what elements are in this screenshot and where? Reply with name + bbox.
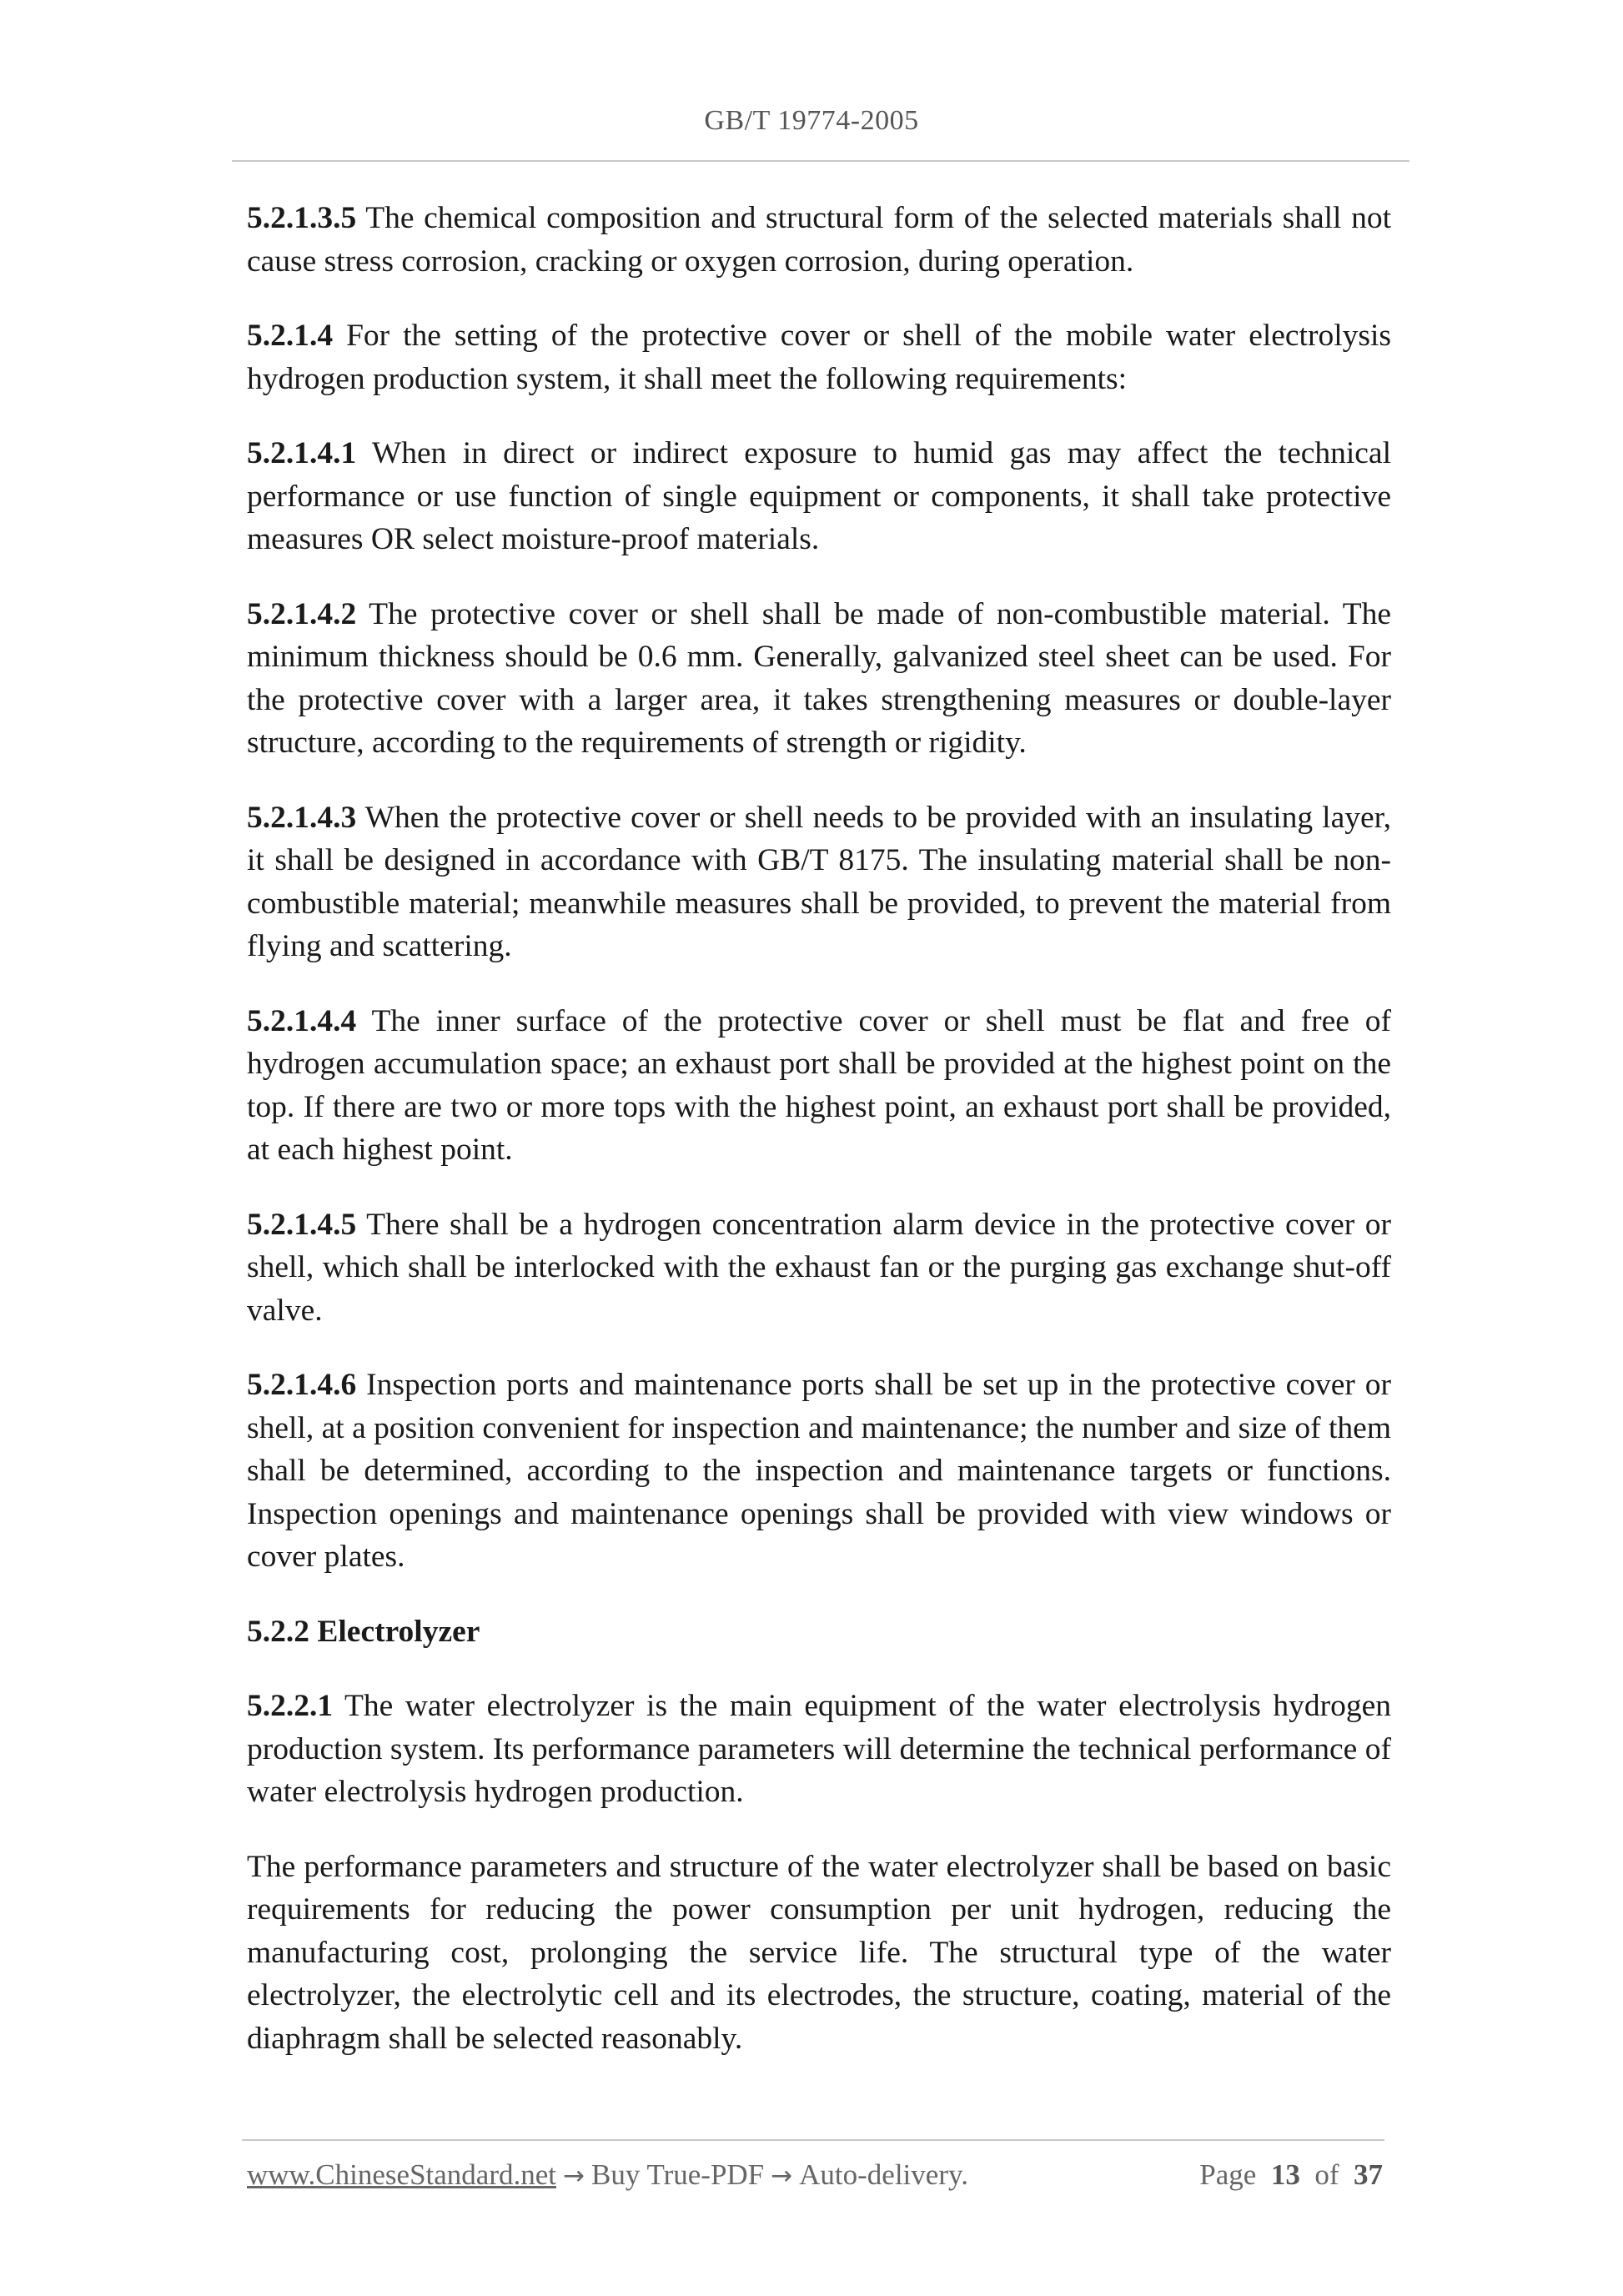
clause-number: 5.2.1.4.5 — [247, 1207, 357, 1242]
clause-text: When the protective cover or shell needs to be provided with an insulating layer, it shall be designed in accordance with GB/T 8175. The insulating material shall be non-combustible material; meanwhile measures shall be provided, to prevent the material from flying and scattering. — [247, 800, 1391, 963]
page-total: 37 — [1354, 2158, 1383, 2191]
clause-5-2-1-3-5 — [247, 197, 1391, 283]
clause-5-2-1-4-2 — [247, 593, 1391, 765]
clause-number: 5.2.1.3.5 — [247, 201, 357, 235]
page-of-label: of — [1314, 2158, 1339, 2191]
clause-text: The performance parameters and structure of the water electrolyzer shall be based on basic requirements for reducing the power consumption per unit hydrogen, reducing the manufacturing cost, prolonging the service life. The structural type of the water electrolyzer, the electrolytic cell and its electrodes, the structure, coating, material of the diaphragm shall be selected reasonably. — [247, 1849, 1391, 2056]
clause-text: The chemical composition and structural form of the selected materials shall not cause stress corrosion, cracking or oxygen corrosion, during operation. — [247, 201, 1391, 279]
clause-number: 5.2.1.4.2 — [247, 596, 357, 631]
page-body — [247, 197, 1391, 2092]
website-link[interactable]: www.ChineseStandard.net — [247, 2158, 556, 2191]
clause-number: 5.2.1.4 — [247, 319, 334, 353]
arrow-right-icon: → — [563, 2161, 585, 2191]
clause-number: 5.2.2.1 — [247, 1689, 334, 1723]
clause-text: For the setting of the protective cover or shell of the mobile water electrolysis hydrogen production system, it shall meet the following requirements: — [247, 319, 1391, 396]
clause-5-2-2-1 — [247, 1685, 1391, 1814]
clause-5-2-1-4-4 — [247, 1000, 1391, 1172]
clause-5-2-1-4-6 — [247, 1364, 1391, 1579]
document-header-title: GB/T 19774-2005 — [704, 105, 919, 136]
footer-divider — [242, 2139, 1384, 2141]
arrow-right-icon: → — [771, 2161, 793, 2191]
clause-number: 5.2.1.4.6 — [247, 1368, 357, 1402]
buy-true-pdf-text: Buy True-PDF — [590, 2158, 765, 2191]
header-divider — [232, 160, 1409, 162]
clause-text: The protective cover or shell shall be made of non-combustible material. The minimum thickness should be 0.6 mm. Generally, galvanized steel sheet can be used. For the protective cover with a larger area, it takes strengthening measures or double-layer structure, according to the requirements of strength or rigidity. — [247, 596, 1391, 760]
page-current: 13 — [1270, 2158, 1300, 2191]
section-heading-electrolyzer: 5.2.2 Electrolyzer — [247, 1614, 480, 1649]
clause-5-2-1-4-1 — [247, 432, 1391, 561]
clause-text: The water electrolyzer is the main equipment of the water electrolysis hydrogen production system. Its performance parameters will determine the technical performance of water electrolysis hydrogen production. — [247, 1689, 1391, 1809]
clause-5-2-1-4-5 — [247, 1203, 1391, 1333]
clause-text: Inspection ports and maintenance ports shall be set up in the protective cover or shell, at a position convenient for inspection and maintenance; the number and size of them shall be determined, according to the inspection and maintenance targets or functions. Inspection openings and maintenance openings shall be provided with view windows or cover plates. — [247, 1368, 1391, 1574]
footer-promo — [247, 2158, 968, 2192]
clause-number: 5.2.1.4.4 — [247, 1003, 357, 1038]
auto-delivery-text: Auto-delivery. — [799, 2158, 968, 2191]
clause-5-2-2-1-continued — [247, 1846, 1391, 2061]
clause-text: When in direct or indirect exposure to humid gas may affect the technical performance or use function of single equipment or components, it shall take protective measures OR select moisture-proof materials. — [247, 436, 1391, 556]
clause-5-2-1-4-3 — [247, 796, 1391, 968]
page-number — [1199, 2158, 1383, 2192]
clause-text: There shall be a hydrogen concentration alarm device in the protective cover or shell, which shall be interlocked with the exhaust fan or the purging gas exchange shut-off valve. — [247, 1207, 1391, 1328]
clause-text: The inner surface of the protective cover or shell must be flat and free of hydrogen accumulation space; an exhaust port shall be provided at the highest point on the top. If there are two or more tops with the highest point, an exhaust port shall be provided, at each highest point. — [247, 1003, 1391, 1167]
clause-number: 5.2.1.4.3 — [247, 800, 357, 835]
page-label: Page — [1199, 2158, 1257, 2191]
clause-5-2-1-4 — [247, 314, 1391, 400]
clause-number: 5.2.1.4.1 — [247, 436, 357, 470]
